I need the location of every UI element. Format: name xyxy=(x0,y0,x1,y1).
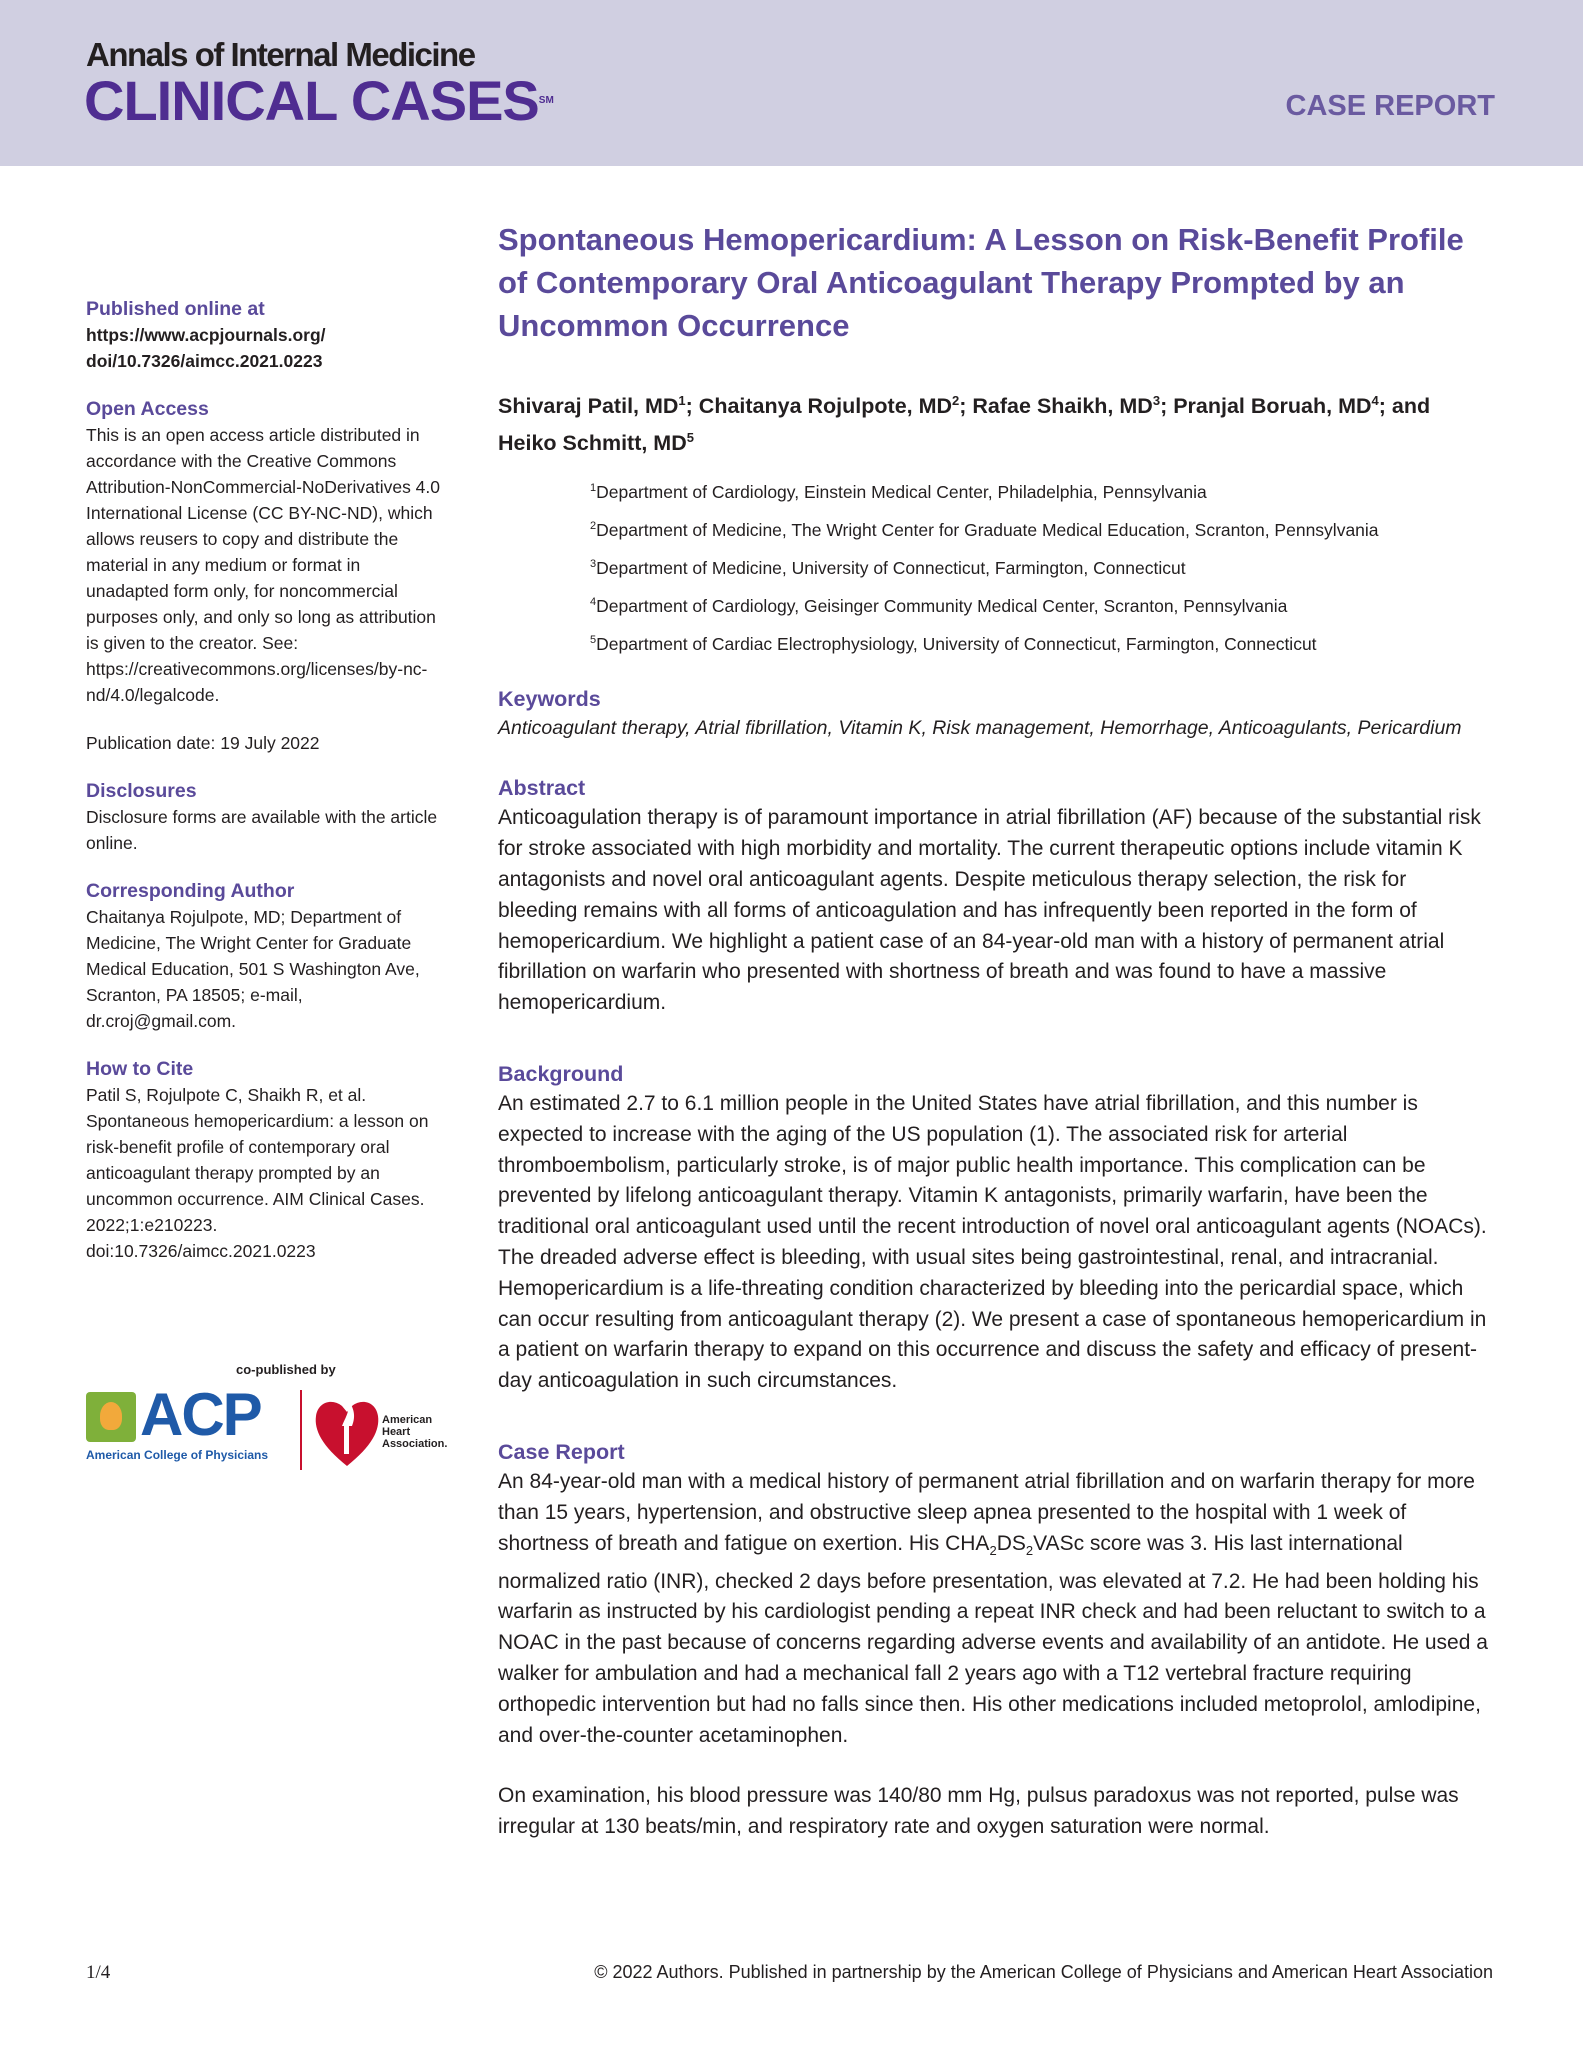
copyright-notice: © 2022 Authors. Published in partnership by the American College of Physicians and American Heart Association xyxy=(594,1962,1493,1982)
journal-name-main xyxy=(84,69,554,132)
affiliation-text: Department of Cardiac Electrophysiology, University of Connecticut, Farmington, Connecticut xyxy=(596,633,1317,654)
corresponding-author-section xyxy=(86,878,446,1034)
author-name: Shivaraj Patil, MD xyxy=(498,394,679,419)
affiliation-number: 1 xyxy=(590,482,597,495)
how-to-cite-heading: How to Cite xyxy=(86,1058,194,1080)
affiliation-text: Department of Medicine, The Wright Center for Graduate Medical Education, Scranton, Pennsylvania xyxy=(596,519,1379,540)
affiliation-item xyxy=(590,509,1490,547)
case-text-part: VASc score was 3. His last international normalized ratio (INR), checked 2 days before presentation, was elevated at 7.2. He had been holding his warfarin as instructed by his cardiologist pending a repeat INR check and had been reluctant to switch to a NOAC in the past because of concerns regarding adverse events and availability of an antidote. He used a walker for ambulation and had a mechanical fall 2 years ago with a T12 vertebral fracture requiring orthopedic intervention but had no falls since then. His other medications included metoprolol, amlodipine, and over-the-counter acetaminophen. xyxy=(498,1531,1488,1747)
page-number: 1/4 xyxy=(86,1962,111,1983)
acp-logo-text: ACP xyxy=(140,1381,261,1448)
case-text-part: An 84-year-old man with a medical history of permanent atrial fibrillation and on warfarin therapy for more than 15 years, hypertension, and obstructive sleep apnea presented to the hospital with 1 week of shortness of breath and fatigue on exertion. His CHA xyxy=(498,1470,1475,1555)
author-separator: ; and xyxy=(1378,394,1431,419)
case-report-heading: Case Report xyxy=(498,1440,625,1464)
case-report-paragraph xyxy=(498,1467,1490,1751)
case-report-section xyxy=(498,1437,1490,1843)
abstract-text: Anticoagulation therapy is of paramount importance in atrial fibrillation (AF) because of the substantial risk for stroke associated with high morbidity and mortality. The current therapeutic options include vitamin K antagonists and novel oral anticoagulant agents. Despite meticulous therapy selection, the risk for bleeding remains with all forms of anticoagulation and has infrequently been reported in the form of hemopericardium. We highlight a patient case of an 84-year-old man with a history of permanent atrial fibrillation on warfarin who presented with shortness of breath and was found to have a massive hemopericardium. xyxy=(498,806,1481,1015)
acp-logo-icon xyxy=(86,1392,136,1442)
open-access-heading: Open Access xyxy=(86,398,209,420)
corresponding-author-heading: Corresponding Author xyxy=(86,880,295,902)
background-section xyxy=(498,1059,1490,1397)
disclosures-section xyxy=(86,778,446,856)
disclosures-heading: Disclosures xyxy=(86,780,197,802)
logo-divider xyxy=(300,1390,302,1470)
author-list xyxy=(498,385,1490,459)
keywords-section xyxy=(498,684,1490,743)
background-heading: Background xyxy=(498,1062,624,1087)
affiliation-item xyxy=(590,585,1490,623)
published-section xyxy=(86,296,446,374)
affiliation-number: 2 xyxy=(590,520,597,533)
affiliation-list xyxy=(590,471,1490,660)
affiliation-number: 3 xyxy=(590,557,597,570)
keywords-text: Anticoagulant therapy, Atrial fibrillation, Vitamin K, Risk management, Hemorrhage, Anticoagulants, Pericardium xyxy=(498,717,1462,740)
sidebar xyxy=(86,296,446,1286)
keywords-heading: Keywords xyxy=(498,687,601,712)
subscript: 2 xyxy=(989,1542,997,1558)
author-name: Heiko Schmitt, MD xyxy=(498,431,687,456)
corresponding-author-text: Chaitanya Rojulpote, MD; Department of Medicine, The Wright Center for Graduate Medical Education, 501 S Washington Ave, Scranton, PA 18505; e-mail, dr.croj@gmail.com. xyxy=(86,907,420,1031)
aha-logo-text xyxy=(382,1414,447,1450)
disclosures-text: Disclosure forms are available with the article online. xyxy=(86,807,438,853)
article-main xyxy=(498,218,1490,1843)
author-name: Rafae Shaikh, MD xyxy=(972,394,1153,419)
affiliation-text: Department of Cardiology, Einstein Medical Center, Philadelphia, Pennsylvania xyxy=(596,482,1207,503)
author-separator: ; xyxy=(1160,394,1174,419)
aha-heart-torch-icon xyxy=(312,1386,382,1470)
abstract-heading: Abstract xyxy=(498,776,586,801)
article-type-label: CASE REPORT xyxy=(1285,90,1495,122)
publication-date-section xyxy=(86,730,446,756)
author-name: Chaitanya Rojulpote, MD xyxy=(698,394,953,419)
open-access-text: This is an open access article distributed in accordance with the Creative Commons Attribution-NonCommercial-NoDerivatives 4.0 International License (CC BY-NC-ND), which allows reusers to copy and distribute the material in any medium or format in unadapted form only, for noncommercial purposes only, and only so long as attribution is given to the creator. See: https://creativecommons.org/licenses/by-nc-nd/4.0/legalcode. xyxy=(86,425,441,705)
background-text: An estimated 2.7 to 6.1 million people in the United States have atrial fibrillation, and this number is expected to increase with the aging of the US population (1). The associated risk for arterial thromboembolism, particularly stroke, is of major public health importance. This complication can be prevented by lifelong anticoagulant therapy. Vitamin K antagonists, primarily warfarin, have been the traditional oral anticoagulant used until the recent introduction of novel oral anticoagulant agents (NOACs). The dreaded adverse effect is bleeding, with usual sites being gastrointestinal, renal, and intracranial. Hemopericardium is a life-threating condition characterized by bleeding into the pericardial space, which can occur resulting from anticoagulant therapy (2). We present a case of spontaneous hemopericardium in a patient on warfarin therapy to expand on this occurrence and discuss the safety and efficacy of present-day anticoagulation in such circumstances. xyxy=(498,1092,1487,1393)
aha-logo-line: Heart xyxy=(382,1426,411,1438)
affiliation-text: Department of Cardiology, Geisinger Community Medical Center, Scranton, Pennsylvania xyxy=(596,595,1288,616)
abstract-section xyxy=(498,773,1490,1019)
how-to-cite-text: Patil S, Rojulpote C, Shaikh R, et al. Spontaneous hemopericardium: a lesson on risk-benefit profile of contemporary oral anticoagulant therapy prompted by an uncommon occurrence. AIM Clinical Cases. 2022;1:e210223. doi:10.7326/aimcc.2021.0223 xyxy=(86,1085,429,1261)
author-affiliation-number: 2 xyxy=(952,393,960,408)
case-report-paragraph-2: On examination, his blood pressure was 140/80 mm Hg, pulsus paradoxus was not reported, pulse was irregular at 130 beats/min, and respiratory rate and oxygen saturation were normal. xyxy=(498,1784,1459,1839)
copublished-label: co-published by xyxy=(236,1362,336,1377)
service-mark: SM xyxy=(538,95,554,106)
publication-date: Publication date: 19 July 2022 xyxy=(86,733,320,753)
article-title: Spontaneous Hemopericardium: A Lesson on Risk-Benefit Profile of Contemporary Oral Anticoagulant Therapy Prompted by an Uncommon Occurrence xyxy=(498,222,1464,343)
affiliation-item xyxy=(590,471,1490,509)
author-separator: ; xyxy=(685,394,699,419)
affiliation-text: Department of Medicine, University of Connecticut, Farmington, Connecticut xyxy=(596,557,1186,578)
author-affiliation-number: 3 xyxy=(1152,393,1161,408)
author-name: Pranjal Boruah, MD xyxy=(1173,394,1372,419)
aha-logo-line: Association. xyxy=(382,1438,448,1450)
author-separator: ; xyxy=(959,394,973,419)
journal-name-top: Annals of Internal Medicine xyxy=(86,36,475,73)
author-affiliation-number: 1 xyxy=(678,393,686,408)
author-affiliation-number: 4 xyxy=(1371,393,1379,408)
journal-header xyxy=(0,0,1583,166)
subscript: 2 xyxy=(1025,1542,1034,1558)
open-access-section xyxy=(86,396,446,708)
affiliation-item xyxy=(590,547,1490,585)
case-text-part: DS xyxy=(996,1531,1026,1555)
copublisher-logos xyxy=(86,1362,466,1472)
acp-full-name: American College of Physicians xyxy=(86,1448,269,1462)
affiliation-number: 5 xyxy=(590,633,597,646)
article-doi-link[interactable]: https://www.acpjournals.org/ doi/10.7326/aimcc.2021.0223 xyxy=(86,325,326,371)
journal-name-main-text: CLINICAL CASES xyxy=(84,69,539,132)
author-affiliation-number: 5 xyxy=(686,430,694,446)
affiliation-item xyxy=(590,623,1490,661)
aha-logo-line: American xyxy=(382,1414,433,1426)
published-heading: Published online at xyxy=(86,298,265,320)
how-to-cite-section xyxy=(86,1056,446,1264)
affiliation-number: 4 xyxy=(590,595,597,608)
